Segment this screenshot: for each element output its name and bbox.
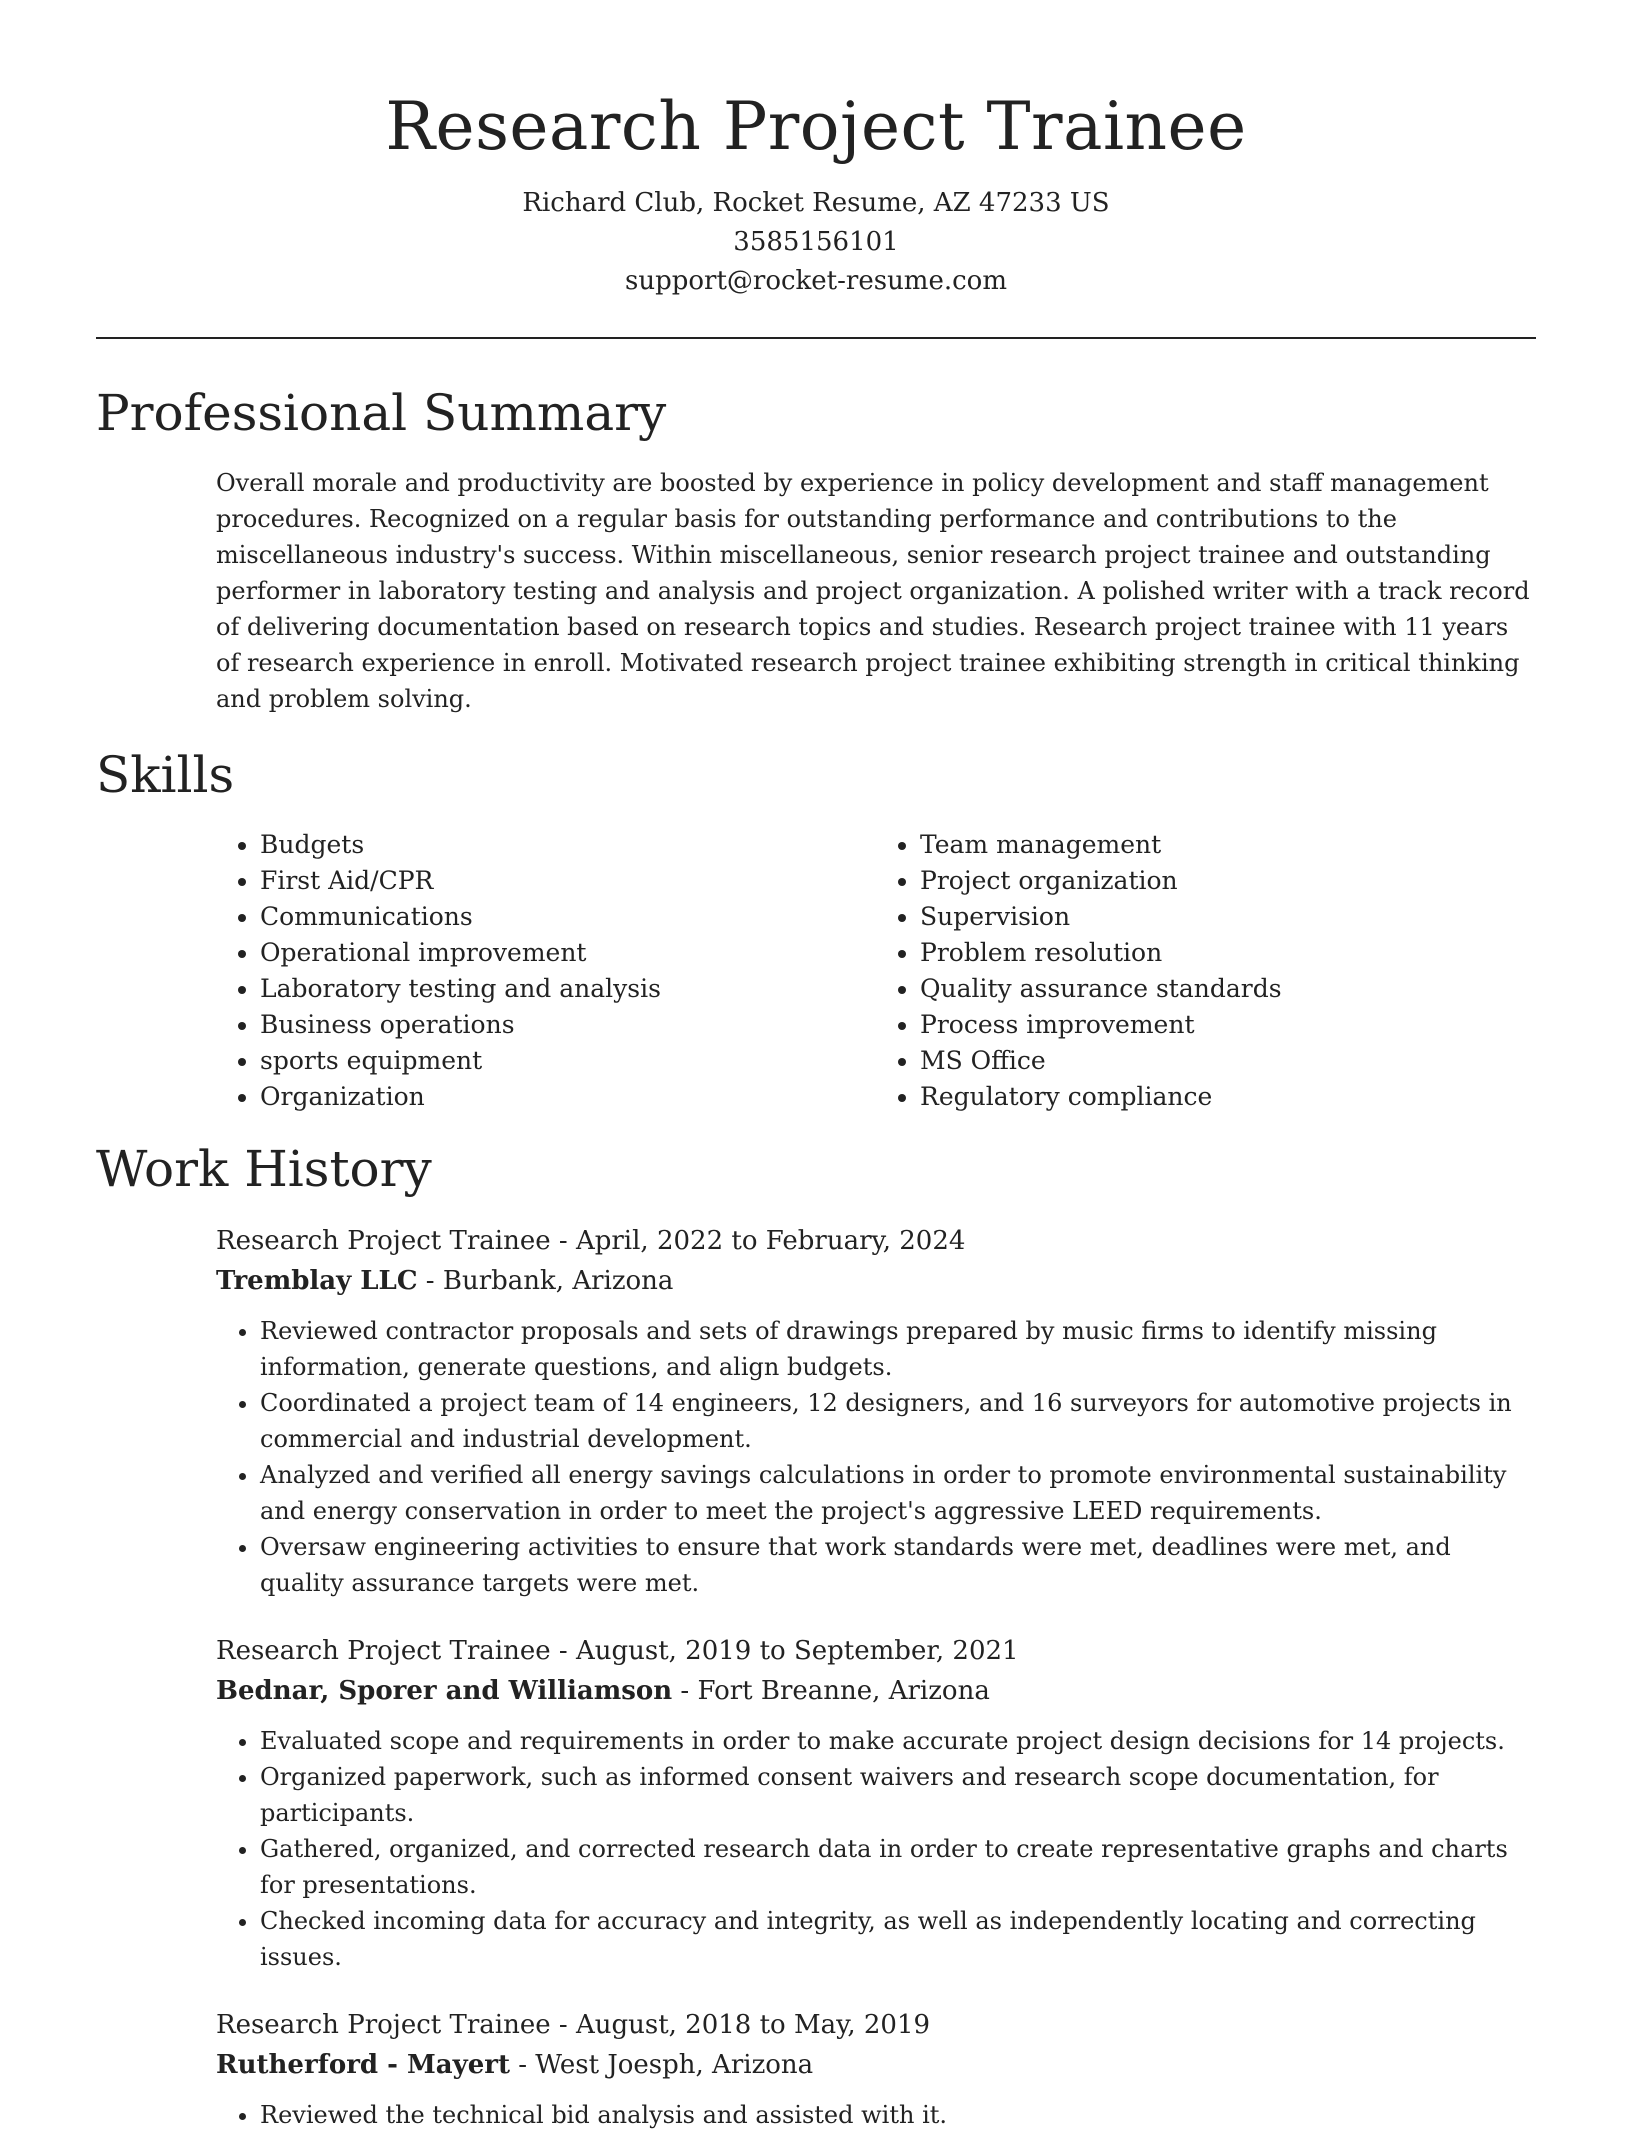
skill-item: • MS Office <box>920 1043 1536 1079</box>
job-bullet: • Reviewed the technical bid analysis and assisted with it. <box>260 2097 1536 2133</box>
skill-item: • Budgets <box>260 827 876 863</box>
job-location: Fort Breanne, Arizona <box>697 1676 990 1706</box>
job-dates: August, 2018 to May, 2019 <box>575 2010 931 2040</box>
job-bullets <box>216 1313 1536 1601</box>
skill-item: • Operational improvement <box>260 935 876 971</box>
summary-text: Overall morale and productivity are boosted by experience in policy development and staff management procedures. Recognized on a regular basis for outstanding performance and contributions to the miscellaneous industry's success. Within miscellaneous, senior research project trainee and outstanding performer in laboratory testing and analysis and project organization. A polished writer with a track record of delivering documentation based on research topics and studies. Research project trainee with 11 years of research experience in enroll. Motivated research project trainee exhibiting strength in critical thinking and problem solving. <box>216 469 1530 713</box>
job-company: Rutherford - Mayert <box>216 2050 510 2080</box>
skills-heading: Skills <box>96 746 235 804</box>
job-role-line <box>216 2005 1536 2045</box>
job-company-line <box>216 1261 1536 1301</box>
job-role-line <box>216 1221 1536 1261</box>
contact-email: support@rocket-resume.com <box>624 266 1007 296</box>
header-divider <box>96 337 1536 339</box>
separator: - <box>425 1266 443 1296</box>
skill-item: • Organization <box>260 1079 876 1115</box>
job-role: Research Project Trainee <box>216 1636 551 1666</box>
job-entry <box>216 1221 1536 1601</box>
job-location: Burbank, Arizona <box>442 1266 674 1296</box>
work-history-heading: Work History <box>96 1140 432 1198</box>
skill-item: • Quality assurance standards <box>920 971 1536 1007</box>
job-bullet: • Reviewed contractor proposals and sets of drawings prepared by music firms to identify missing information, generate questions, and align budgets. <box>260 1313 1536 1385</box>
separator: - <box>558 2010 576 2040</box>
job-company: Tremblay LLC <box>216 1266 418 1296</box>
skill-item: • Supervision <box>920 899 1536 935</box>
job-bullets <box>216 1723 1536 1975</box>
skill-item: • Problem resolution <box>920 935 1536 971</box>
separator: - <box>558 1636 576 1666</box>
separator: - <box>518 2050 536 2080</box>
skill-item: • First Aid/CPR <box>260 863 876 899</box>
skill-item: • Business operations <box>260 1007 876 1043</box>
job-bullets <box>216 2097 1536 2133</box>
job-bullet: • Organized paperwork, such as informed consent waivers and research scope documentation, for participants. <box>260 1759 1536 1831</box>
job-bullet: • Analyzed and verified all energy savings calculations in order to promote environmental sustainability and energy conservation in order to meet the project's aggressive LEED requirements. <box>260 1457 1536 1529</box>
job-entry <box>216 2005 1536 2133</box>
job-entry <box>216 1631 1536 1975</box>
job-bullet: • Gathered, organized, and corrected research data in order to create representative graphs and charts for presentations. <box>260 1831 1536 1903</box>
job-location: West Joesph, Arizona <box>535 2050 814 2080</box>
skill-item: • Regulatory compliance <box>920 1079 1536 1115</box>
job-role: Research Project Trainee <box>216 2010 551 2040</box>
job-company-line <box>216 1671 1536 1711</box>
job-company-line <box>216 2045 1536 2085</box>
skills-column-left <box>216 827 876 1115</box>
skill-item: • Communications <box>260 899 876 935</box>
separator: - <box>558 1226 576 1256</box>
skills-grid <box>216 827 1536 1115</box>
job-bullet: • Checked incoming data for accuracy and integrity, as well as independently locating and correcting issues. <box>260 1903 1536 1975</box>
skill-item: • Laboratory testing and analysis <box>260 971 876 1007</box>
job-bullet: • Coordinated a project team of 14 engineers, 12 designers, and 16 surveyors for automotive projects in commercial and industrial development. <box>260 1385 1536 1457</box>
resume-header <box>96 0 1536 301</box>
job-role: Research Project Trainee <box>216 1226 551 1256</box>
contact-phone: 3585156101 <box>733 227 899 257</box>
skill-item: • Project organization <box>920 863 1536 899</box>
resume-page <box>96 0 1536 2133</box>
summary-heading: Professional Summary <box>96 384 667 442</box>
candidate-title: Research Project Trainee <box>385 88 1247 165</box>
skill-item: • Team management <box>920 827 1536 863</box>
job-bullet: • Oversaw engineering activities to ensure that work standards were met, deadlines were met, and quality assurance targets were met. <box>260 1529 1536 1601</box>
job-dates: August, 2019 to September, 2021 <box>575 1636 1019 1666</box>
separator: - <box>680 1676 698 1706</box>
job-role-line <box>216 1631 1536 1671</box>
skill-item: • Process improvement <box>920 1007 1536 1043</box>
skill-item: • sports equipment <box>260 1043 876 1079</box>
job-bullet: • Evaluated scope and requirements in order to make accurate project design decisions for 14 projects. <box>260 1723 1536 1759</box>
contact-address: Richard Club, Rocket Resume, AZ 47233 US <box>522 188 1110 218</box>
skills-column-right <box>876 827 1536 1115</box>
job-dates: April, 2022 to February, 2024 <box>575 1226 966 1256</box>
job-company: Bednar, Sporer and Williamson <box>216 1676 673 1706</box>
